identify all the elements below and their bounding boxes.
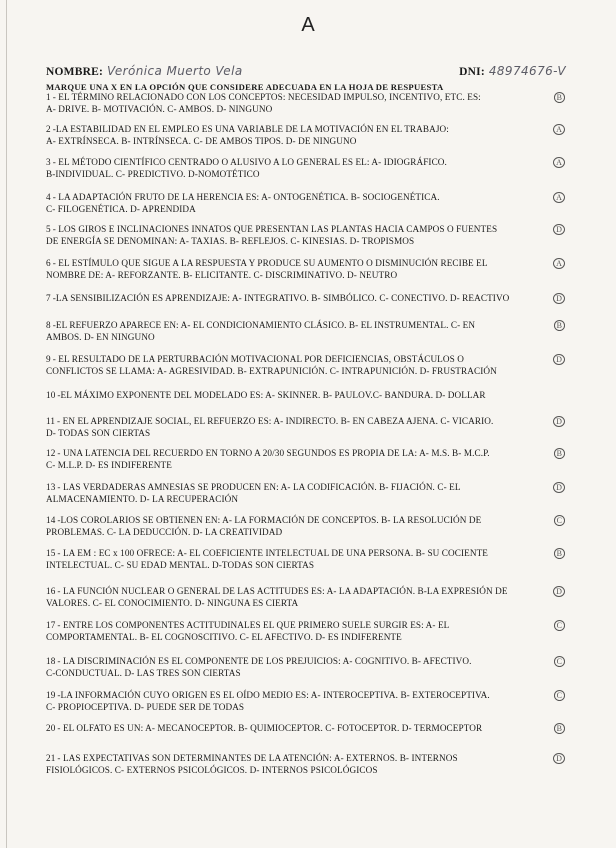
question-item xyxy=(46,586,562,609)
marked-answer-circle: D xyxy=(553,416,565,427)
question-item xyxy=(46,258,562,281)
question-options: PROBLEMAS. C- LA DEDUCCIÓN. D- LA CREATIVIDAD xyxy=(46,526,283,537)
question-item xyxy=(46,293,562,305)
question-number: 19 xyxy=(46,690,56,700)
question-number: 21 xyxy=(46,753,56,763)
question-statement xyxy=(46,258,556,270)
question-number: 7 xyxy=(46,293,51,303)
question-number: 9 xyxy=(46,354,51,364)
question-number: 1 xyxy=(46,92,51,102)
question-options: C- M.L.P. D- ES INDIFERENTE xyxy=(46,459,172,470)
question-item xyxy=(46,224,562,247)
question-text: - LAS VERDADERAS AMNESIAS SE PRODUCEN EN: A- LA CODIFICACIÓN. B- FIJACIÓN. C- EL xyxy=(57,482,461,492)
question-item xyxy=(46,620,562,643)
question-options: FISIOLÓGICOS. C- EXTERNOS PSICOLÓGICOS. D- INTERNOS PSICOLÓGICOS xyxy=(46,764,378,775)
question-options: COMPORTAMENTAL. B- EL COGNOSCITIVO. C- EL AFECTIVO. D- ES INDIFERENTE xyxy=(46,631,402,642)
question-number: 17 xyxy=(46,620,56,630)
question-statement xyxy=(46,620,556,632)
question-options: CONFLICTOS SE LLAMA: A- AGRESIVIDAD. B- EXTRAPUNICIÓN. C- INTRAPUNICIÓN. D- FRUSTRACIÓN xyxy=(46,365,497,376)
question-item xyxy=(46,723,562,735)
question-options: INTELECTUAL. C- SU EDAD MENTAL. D-TODAS SON CIERTAS xyxy=(46,559,315,570)
question-statement xyxy=(46,448,556,460)
marked-answer-circle: B xyxy=(554,448,565,459)
marked-answer-circle: B xyxy=(554,548,565,559)
question-options: C- PROPIOCEPTIVA. D- PUEDE SER DE TODAS xyxy=(46,701,245,712)
question-options: D- TODAS SON CIERTAS xyxy=(46,427,151,438)
question-text: -LOS COROLARIOS SE OBTIENEN EN: A- LA FORMACIÓN DE CONCEPTOS. B- LA RESOLUCIÓN DE xyxy=(57,515,482,525)
question-number: 13 xyxy=(46,482,56,492)
question-item xyxy=(46,192,562,215)
question-statement xyxy=(46,753,556,765)
marked-answer-circle: A xyxy=(553,192,565,203)
question-options: ALMACENAMIENTO. D- LA RECUPERACIÓN xyxy=(46,493,239,504)
marked-answer-circle: B xyxy=(554,320,565,331)
question-options: C-CONDUCTUAL. D- LAS TRES SON CIERTAS xyxy=(46,667,241,678)
question-statement xyxy=(46,192,556,204)
question-statement xyxy=(46,656,556,668)
marked-answer-circle: C xyxy=(554,656,565,667)
marked-answer-circle: D xyxy=(553,586,565,597)
question-item xyxy=(46,92,562,115)
question-text: - EL OLFATO ES UN: A- MECANOCEPTOR. B- QUIMIOCEPTOR. C- FOTOCEPTOR. D- TERMOCEPTOR xyxy=(57,723,483,733)
marked-answer-circle: A xyxy=(553,124,565,135)
marked-answer-circle: D xyxy=(553,482,565,493)
question-text: -LA INFORMACIÓN CUYO ORIGEN ES EL OÍDO MEDIO ES: A- INTEROCEPTIVA. B- EXTEROCEPTIVA. xyxy=(57,690,490,700)
marked-answer-circle: B xyxy=(554,92,565,103)
question-statement xyxy=(46,354,556,366)
exam-header xyxy=(46,62,566,92)
instructions-text: MARQUE UNA X EN LA OPCIÓN QUE CONSIDERE ADECUADA EN LA HOJA DE RESPUESTA xyxy=(46,82,444,92)
name-value: Verónica Muerto Vela xyxy=(106,64,243,78)
question-text: - ENTRE LOS COMPONENTES ACTITUDINALES EL QUE PRIMERO SUELE SURGIR ES: A- EL xyxy=(57,620,450,630)
question-text: -LA SENSIBILIZACIÓN ES APRENDIZAJE: A- INTEGRATIVO. B- SIMBÓLICO. C- CONECTIVO. D- REACTIVO xyxy=(52,293,510,303)
question-options: A- EXTRÍNSECA. B- INTRÍNSECA. C- DE AMBOS TIPOS. D- DE NINGUNO xyxy=(46,135,357,146)
question-statement xyxy=(46,416,556,428)
question-statement xyxy=(46,92,556,104)
question-item xyxy=(46,753,562,776)
question-item xyxy=(46,124,562,147)
question-text: - LOS GIROS E INCLINACIONES INNATOS QUE PRESENTAN LAS PLANTAS HACIA CAMPOS O FUENTES xyxy=(52,224,498,234)
question-text: - LA DISCRIMINACIÓN ES EL COMPONENTE DE LOS PREJUICIOS: A- COGNITIVO. B- AFECTIVO. xyxy=(57,656,472,666)
question-item xyxy=(46,448,562,471)
question-number: 15 xyxy=(46,548,56,558)
question-text: - EL ESTÍMULO QUE SIGUE A LA RESPUESTA Y PRODUCE SU AUMENTO O DISMINUCIÓN RECIBE EL xyxy=(52,258,488,268)
question-statement xyxy=(46,515,556,527)
question-statement xyxy=(46,723,556,735)
question-number: 4 xyxy=(46,192,51,202)
question-number: 18 xyxy=(46,656,56,666)
marked-answer-circle: A xyxy=(553,258,565,269)
question-statement xyxy=(46,482,556,494)
question-statement xyxy=(46,224,556,236)
question-item xyxy=(46,656,562,679)
question-statement xyxy=(46,690,556,702)
question-item xyxy=(46,482,562,505)
exam-version-label: A xyxy=(301,14,315,36)
question-number: 6 xyxy=(46,258,51,268)
question-number: 14 xyxy=(46,515,56,525)
question-text: - LA ADAPTACIÓN FRUTO DE LA HERENCIA ES: A- ONTOGENÉTICA. B- SOCIOGENÉTICA. xyxy=(52,192,440,202)
question-text: - UNA LATENCIA DEL RECUERDO EN TORNO A 20/30 SEGUNDOS ES PROPIA DE LA: A- M.S. B- M.C.P. xyxy=(57,448,490,458)
question-number: 2 xyxy=(46,124,51,134)
question-number: 5 xyxy=(46,224,51,234)
marked-answer-circle: C xyxy=(554,620,565,631)
question-text: - EL RESULTADO DE LA PERTURBACIÓN MOTIVACIONAL POR DEFICIENCIAS, OBSTÁCULOS O xyxy=(52,354,464,364)
question-options: C- FILOGENÉTICA. D- APRENDIDA xyxy=(46,203,196,214)
question-statement xyxy=(46,320,556,332)
question-number: 11 xyxy=(46,416,56,426)
question-statement xyxy=(46,293,556,305)
marked-answer-circle: A xyxy=(553,157,565,168)
question-item xyxy=(46,320,562,343)
question-options: B-INDIVIDUAL. C- PREDICTIVO. D-NOMOTÉTICO xyxy=(46,168,260,179)
question-item xyxy=(46,390,556,402)
question-text: - EL MÉTODO CIENTÍFICO CENTRADO O ALUSIVO A LO GENERAL ES EL: A- IDIOGRÁFICO. xyxy=(52,157,447,167)
question-options: DE ENERGÍA SE DENOMINAN: A- TAXIAS. B- REFLEJOS. C- KINESIAS. D- TROPISMOS xyxy=(46,235,415,246)
marked-answer-circle: C xyxy=(554,690,565,701)
question-text: - LA FUNCIÓN NUCLEAR O GENERAL DE LAS ACTITUDES ES: A- LA ADAPTACIÓN. B-LA EXPRESIÓN DE xyxy=(57,586,508,596)
question-text: - LA EM : EC x 100 OFRECE: A- EL COEFICIENTE INTELECTUAL DE UNA PERSONA. B- SU COCIENTE xyxy=(57,548,489,558)
question-statement xyxy=(46,390,556,402)
name-block xyxy=(46,62,243,80)
dni-label: DNI: xyxy=(459,66,485,78)
question-item xyxy=(46,416,562,439)
question-options: NOMBRE DE: A- REFORZANTE. B- ELICITANTE. C- DISCRIMINATIVO. D- NEUTRO xyxy=(46,269,398,280)
question-statement xyxy=(46,157,556,169)
question-statement xyxy=(46,124,556,136)
question-text: - EN EL APRENDIZAJE SOCIAL, EL REFUERZO ES: A- INDIRECTO. B- EN CABEZA AJENA. C- VICARIO. xyxy=(57,416,494,426)
marked-answer-circle: D xyxy=(553,753,565,764)
question-item xyxy=(46,157,562,180)
question-text: -EL REFUERZO APARECE EN: A- EL CONDICIONAMIENTO CLÁSICO. B- EL INSTRUMENTAL. C- EN xyxy=(52,320,476,330)
marked-answer-circle: D xyxy=(553,224,565,235)
dni-value: 48974676-V xyxy=(488,64,566,78)
question-options: AMBOS. D- EN NINGUNO xyxy=(46,331,155,342)
question-item xyxy=(46,515,562,538)
marked-answer-circle: D xyxy=(553,293,565,304)
question-options: A- DRIVE. B- MOTIVACIÓN. C- AMBOS. D- NINGUNO xyxy=(46,103,273,114)
marked-answer-circle: C xyxy=(554,515,565,526)
name-label: NOMBRE: xyxy=(46,66,103,78)
marked-answer-circle: B xyxy=(554,723,565,734)
question-item xyxy=(46,690,562,713)
question-item xyxy=(46,548,562,571)
question-text: - LAS EXPECTATIVAS SON DETERMINANTES DE LA ATENCIÓN: A- EXTERNOS. B- INTERNOS xyxy=(57,753,458,763)
student-info-row xyxy=(46,62,566,80)
question-number: 8 xyxy=(46,320,51,330)
question-item xyxy=(46,354,562,377)
question-text: - EL TÉRMINO RELACIONADO CON LOS CONCEPTOS: NECESIDAD IMPULSO, INCENTIVO, ETC. ES: xyxy=(52,92,481,102)
question-number: 3 xyxy=(46,157,51,167)
marked-answer-circle: D xyxy=(553,354,565,365)
question-text: -LA ESTABILIDAD EN EL EMPLEO ES UNA VARIABLE DE LA MOTIVACIÓN EN EL TRABAJO: xyxy=(52,124,449,134)
question-number: 20 xyxy=(46,723,56,733)
question-number: 10 xyxy=(46,390,56,400)
question-number: 16 xyxy=(46,586,56,596)
question-number: 12 xyxy=(46,448,56,458)
question-statement xyxy=(46,586,556,598)
dni-block xyxy=(459,62,566,80)
question-statement xyxy=(46,548,556,560)
question-options: VALORES. C- EL CONOCIMIENTO. D- NINGUNA ES CIERTA xyxy=(46,597,299,608)
question-text: -EL MÁXIMO EXPONENTE DEL MODELADO ES: A- SKINNER. B- PAULOV.C- BANDURA. D- DOLLAR xyxy=(57,390,486,400)
